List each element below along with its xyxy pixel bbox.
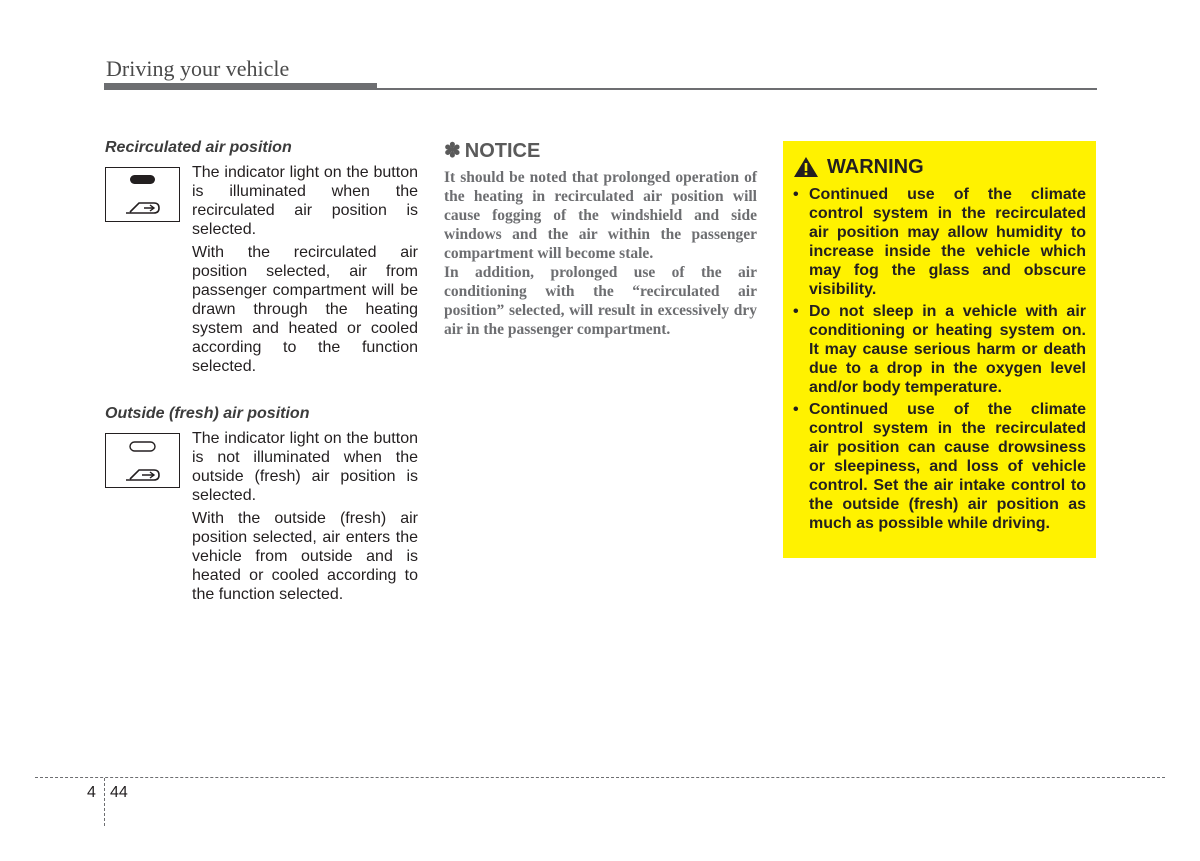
chapter-number: 4 <box>87 784 96 801</box>
page-number: 44 <box>110 784 128 801</box>
notice-title: NOTICE <box>464 140 541 162</box>
left-column <box>105 138 418 608</box>
outside-air-icon <box>105 433 180 488</box>
body-paragraph: With the recirculated air position selected, air from passenger compartment will be drawn through the heating system and heated or cooled according to the function selected. <box>192 244 418 375</box>
notice-paragraph: It should be noted that prolonged operation of the heating in recirculated air position will cause fogging of the windshield and side windows and the air within the passenger compartment will become stale. <box>444 169 757 262</box>
recirculated-air-icon <box>105 167 180 222</box>
recirculated-section <box>105 138 418 380</box>
outside-air-section <box>105 404 418 608</box>
body-paragraph: The indicator light on the button is illuminated when the recirculated air position is selected. <box>192 164 418 238</box>
warning-list <box>793 185 1086 533</box>
footer-dashed-divider <box>104 778 105 826</box>
warning-item: • Continued use of the climate control system in the recirculated air position can cause drowsiness or sleepiness, and loss of vehicle control. Set the air intake control to the outside (fresh) air position as much as possible while driving. <box>793 401 1086 532</box>
warning-item: • Do not sleep in a vehicle with air conditioning or heating system on. It may cause serious harm or death due to a drop in the oxygen level and/or body temperature. <box>793 303 1086 396</box>
warning-triangle-icon <box>793 156 819 178</box>
notice-column <box>444 138 757 339</box>
warning-item: • Continued use of the climate control system in the recirculated air position may allow humidity to increase inside the vehicle which may fog the glass and obscure visibility. <box>793 186 1086 298</box>
bullet-icon: • <box>793 401 799 418</box>
warning-heading <box>793 155 1086 179</box>
header-rule-thick <box>104 83 377 90</box>
bullet-icon: • <box>793 303 799 320</box>
body-paragraph: The indicator light on the button is not illuminated when the outside (fresh) air position is selected. <box>192 430 418 504</box>
section-heading: Recirculated air position <box>105 139 292 156</box>
body-paragraph: With the outside (fresh) air position selected, air enters the vehicle from outside and is heated or cooled according to the function selected. <box>192 510 418 603</box>
section-heading: Outside (fresh) air position <box>105 405 310 422</box>
warning-title: WARNING <box>827 156 924 178</box>
notice-heading <box>444 138 757 164</box>
notice-star-icon: ✽ <box>444 140 461 162</box>
header-rule-thin <box>377 88 1097 90</box>
page-header-title: Driving your vehicle <box>106 56 290 81</box>
footer-dashed-line <box>35 777 1165 778</box>
notice-paragraph: In addition, prolonged use of the air conditioning with the “recirculated air position” selected, will result in excessively dry air in the passenger compartment. <box>444 264 757 338</box>
bullet-icon: • <box>793 186 799 203</box>
warning-box <box>783 141 1096 558</box>
